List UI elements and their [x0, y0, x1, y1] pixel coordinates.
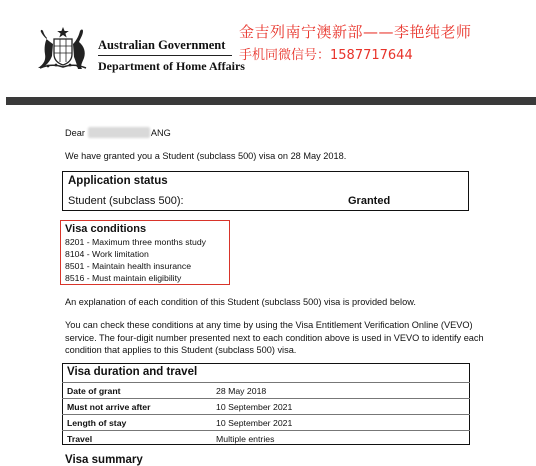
visa-condition-item: 8201 - Maximum three months study: [65, 237, 206, 247]
watermark-line2: 手机同微信号：1587717644: [239, 48, 413, 63]
row-label: Travel: [62, 431, 211, 447]
visa-duration-table: [62, 382, 470, 446]
header-bar: [6, 97, 536, 105]
visa-duration-heading: Visa duration and travel: [67, 366, 198, 378]
application-status-value: Granted: [348, 195, 391, 207]
agency-name: Australian Government: [98, 38, 226, 52]
row-value: 10 September 2021: [211, 399, 470, 415]
row-value: 10 September 2021: [211, 415, 470, 431]
table-row: [62, 399, 470, 415]
redacted-name: [88, 127, 150, 138]
visa-condition-item: 8104 - Work limitation: [65, 249, 149, 259]
table-row: [62, 383, 470, 399]
application-status-label: Student (subclass 500):: [68, 195, 184, 207]
table-row: [62, 431, 470, 447]
visa-condition-item: 8501 - Maintain health insurance: [65, 261, 192, 271]
salutation: [65, 127, 171, 140]
vevo-paragraph: You can check these conditions at any time by using the Visa Entitlement Verification Online (VEVO) service. The four-digit number presented next to each condition above is used in VEVO to identify each condition that applies to this Student (subclass 500) visa.: [65, 320, 484, 355]
salutation-end: ANG: [150, 128, 171, 138]
row-value: 28 May 2018: [211, 383, 470, 399]
row-value: Multiple entries: [211, 431, 470, 447]
table-row: [62, 415, 470, 431]
agency-divider: [98, 55, 232, 56]
visa-conditions-heading: Visa conditions: [65, 223, 147, 235]
department-name: Department of Home Affairs: [98, 59, 245, 73]
visa-conditions-list: [65, 236, 206, 284]
conditions-explanation: An explanation of each condition of this Student (subclass 500) visa is provided below.: [65, 297, 416, 307]
row-label: Date of grant: [62, 383, 211, 399]
coat-of-arms-icon: [32, 26, 94, 72]
watermark-line1: 金吉列南宁澳新部——李艳纯老师: [239, 23, 472, 41]
row-label: Must not arrive after: [62, 399, 211, 415]
visa-condition-item: 8516 - Must maintain eligibility: [65, 273, 182, 283]
grant-statement: We have granted you a Student (subclass 500) visa on 28 May 2018.: [65, 151, 347, 161]
visa-summary-heading: Visa summary: [65, 454, 143, 466]
salutation-start: Dear: [65, 128, 85, 138]
application-status-heading: Application status: [68, 175, 168, 187]
row-label: Length of stay: [62, 415, 211, 431]
